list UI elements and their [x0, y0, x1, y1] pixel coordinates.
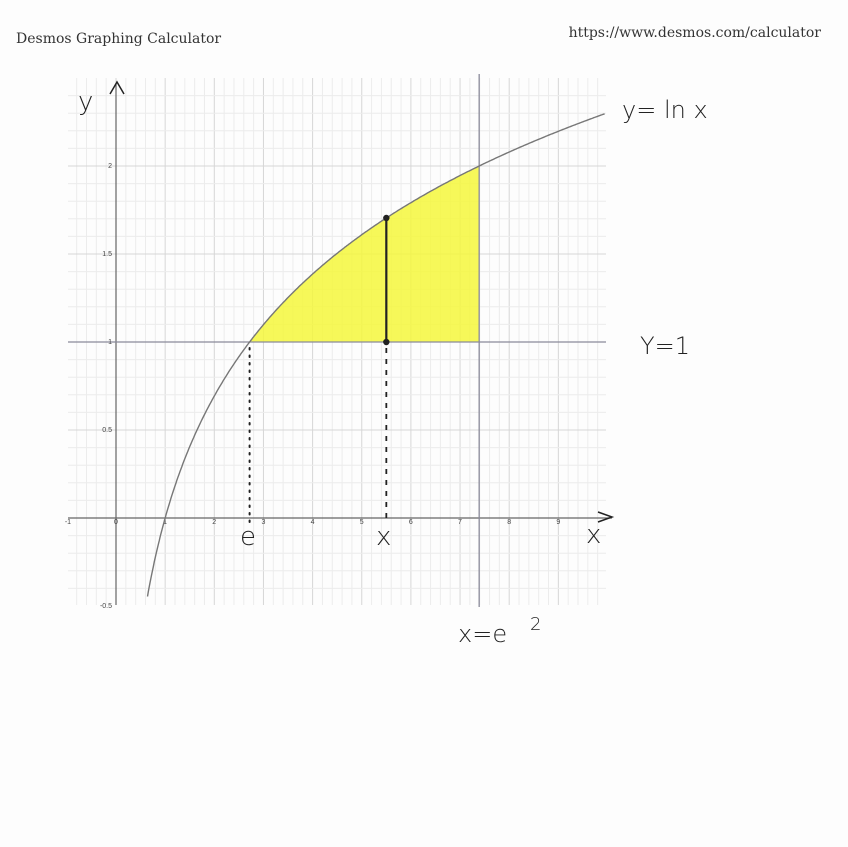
x-tick-label: 9	[556, 519, 561, 526]
x-tick-label: 7	[458, 519, 462, 526]
x-tick-label: 8	[507, 519, 512, 526]
y-tick-label: 1.5	[102, 251, 112, 258]
y-tick-label: -0.5	[99, 603, 112, 610]
x-mark-label: x	[376, 522, 392, 552]
x-axis-label: x	[586, 520, 602, 550]
x-tick-label: 0	[114, 519, 118, 526]
point-lower	[383, 339, 389, 345]
x-tick-label: 4	[310, 519, 315, 526]
vertical-line-label-exponent: 2	[530, 614, 542, 635]
x-tick-label: 1	[163, 519, 168, 526]
point-upper	[383, 215, 389, 221]
x-tick-label: -1	[64, 519, 72, 526]
y-tick-label: 1	[108, 339, 112, 346]
page-url: https://www.desmos.com/calculator	[568, 25, 821, 41]
y-tick-label: 0.5	[102, 427, 112, 434]
y-tick-label: 2	[108, 163, 112, 170]
curve-label: y= ln x	[622, 96, 708, 124]
x-tick-label: 5	[359, 519, 364, 526]
e-mark-label: e	[240, 522, 256, 552]
x-tick-label: 6	[408, 519, 413, 526]
vertical-line-label: x=e	[458, 620, 508, 648]
page-title: Desmos Graphing Calculator	[16, 31, 222, 47]
y-axis-label: y	[78, 87, 94, 117]
y-axis-arrow	[110, 82, 124, 94]
horizontal-line-label: Y=1	[640, 332, 691, 360]
x-tick-label: 2	[212, 519, 217, 526]
x-tick-label: 3	[261, 519, 266, 526]
